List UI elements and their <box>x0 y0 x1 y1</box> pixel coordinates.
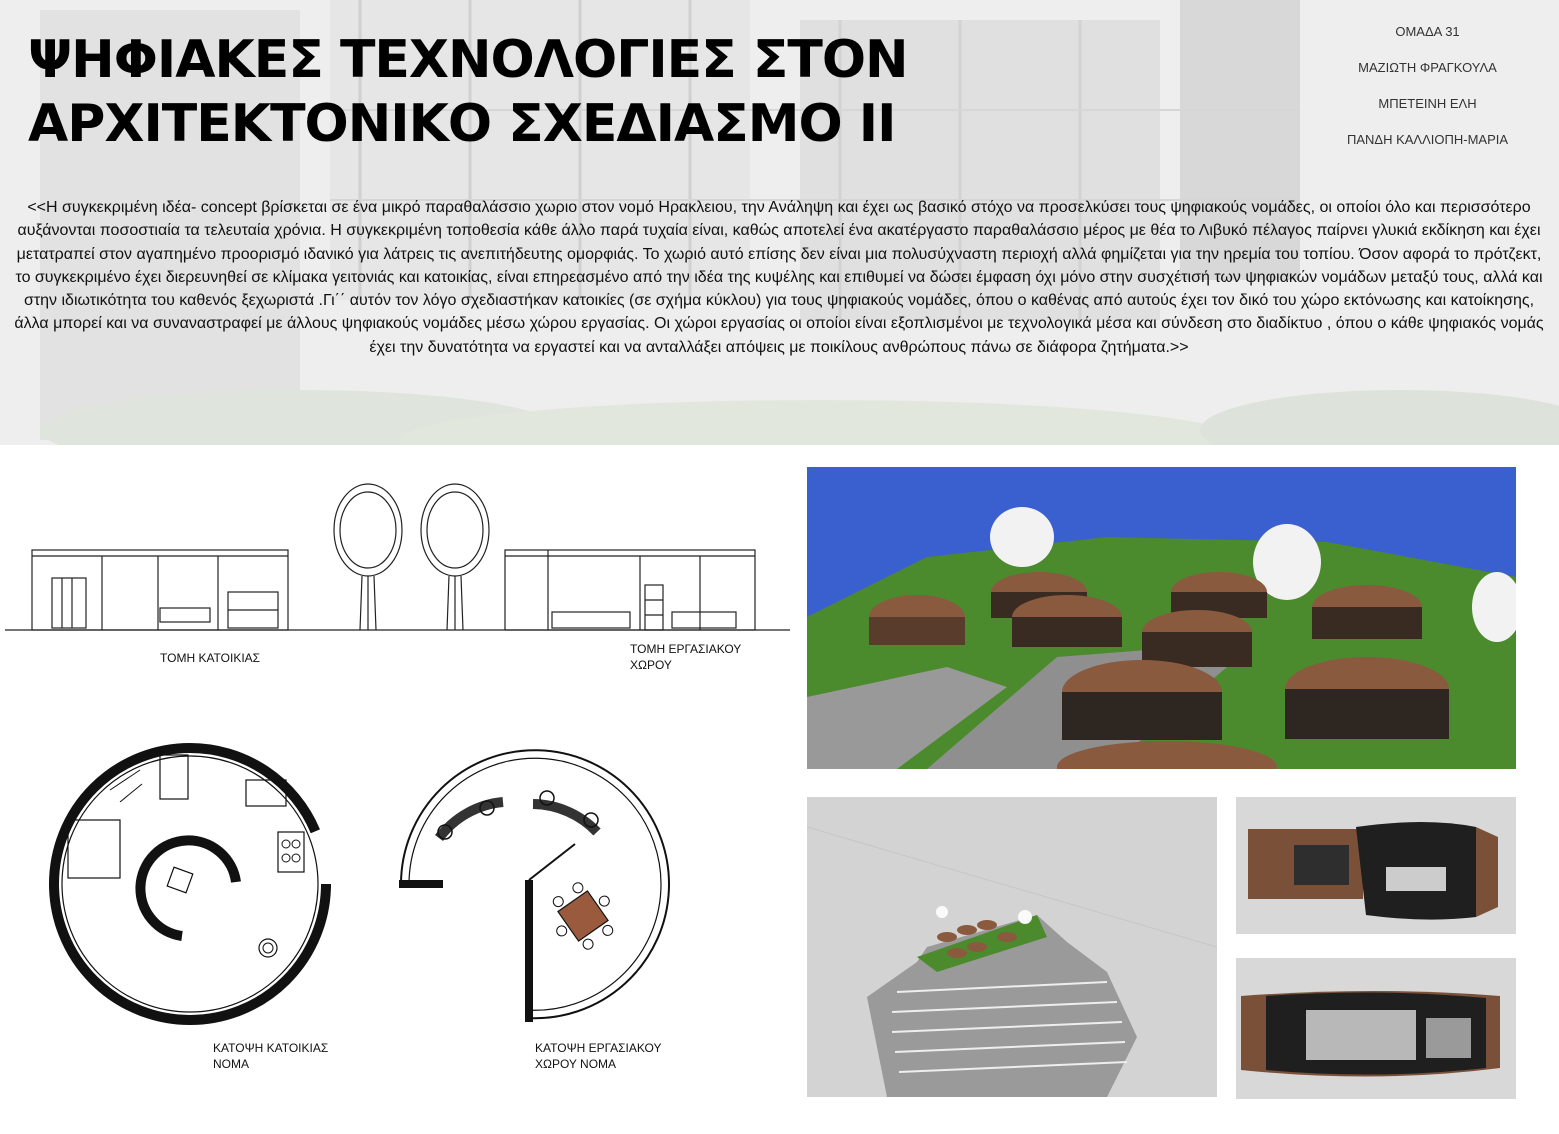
team-member: ΜΠΕΤΕΙΝΗ ΕΛΗ <box>1378 96 1477 111</box>
unit-interior-render <box>1236 958 1516 1099</box>
tree-icon <box>421 484 489 630</box>
unit-exterior-render <box>1236 797 1516 934</box>
label-plan-house: ΚΑΤΟΨΗ ΚΑΤΟΙΚΙΑΣ ΝΟΜΑ <box>213 1041 329 1071</box>
team-member: ΠΑΝΔΗ ΚΑΛΛΙΟΠΗ-ΜΑΡΙΑ <box>1346 132 1509 147</box>
group-name: ΟΜΑΔΑ 31 <box>1395 24 1460 39</box>
house-plan-wall <box>54 748 326 1020</box>
cliff-model-render <box>807 797 1217 1097</box>
label-plan-work: ΚΑΤΟΨΗ ΕΡΓΑΣΙΑΚΟΥ ΧΩΡΟΥ ΝΟΜΑ <box>535 1041 662 1071</box>
label-section-house: ΤΟΜΗ ΚΑΤΟΙΚΙΑΣ <box>160 651 261 665</box>
tree-icon <box>334 484 402 630</box>
team-info <box>1300 14 1555 158</box>
work-plan-drawing <box>385 740 685 1040</box>
meeting-table <box>540 873 626 959</box>
tree-icon <box>990 507 1054 567</box>
work-desk-right <box>533 804 597 832</box>
team-member: ΜΑΖΙΩΤΗ ΦΡΑΓΚΟΥΛΑ <box>1358 60 1497 75</box>
page-title: ΨΗΦΙΑΚΕΣ ΤΕΧΝΟΛΟΓΙΕΣ ΣΤΟΝ ΑΡΧΙΤΕΚΤΟΝΙΚΟ ΣΧΕΔΙΑΣΜΟ ΙΙ <box>28 30 908 154</box>
label-section-work: ΤΟΜΗ ΕΡΓΑΣΙΑΚΟΥ ΧΩΡΟΥ <box>630 642 742 672</box>
site-render-image <box>807 467 1516 769</box>
concept-description: <<Η συγκεκριμένη ιδέα- concept βρίσκεται σε ένα μικρό παραθαλάσσιο χωριο στον νομό Ηρακλειου, την Ανάληψη και έχει ως βασικό στόχο να προσελκύσει τους ψηφιακούς νομάδες, οι οποίοι όλο και περισσότερο αυξάνονται ποσοστιαία τα τελευταία χρόνια. Η συγκεκριμένη τοποθεσία κάθε άλλο παρά τυχαία είναι, καθώς αποτελεί ένα ακατέργαστο παραθαλάσσιο μέρος με θέα το Λιβυκό πέλαγος παίρνει γλυκιά εκδίκηση και έχει μετατραπεί στον αγαπημένο προορισμό ιδανικό για λάτρεις τις ανεπιτήδευτης ομορφιάς. Το χωριό αυτό επίσης δεν είναι μια πολυσύχναστη περιοχή αλλά φημίζεται για την ηρεμία του τοπίου. Όσον αφορά το πρότζεκτ, το συγκεκριμένο έχει διερευνηθεί σε κλίμακα γειτονιάς και κατοικίας, είναι επηρεασμένο από την ιδέα της κυψέλης και επιθυμεί να δώσει έμφαση όχι μόνο στην συσχέτισή των ψηφιακών νομάδων μεταξύ τους, αλλά και στην ιδιωτικότητα του καθενός ξεχωριστά .Γι΄΄ αυτόν τον λόγο σχεδιαστήκαν κατοικίες (σε σχήμα κύκλου) για τους ψηφιακούς νομάδες, όπου ο καθένας από αυτούς έχει τον δικό του χώρο εκτόνωσης και κατοίκησης, άλλα μπορεί και να συναναστραφεί με άλλους ψηφιακούς νομάδες μέσω χώρου εργασίας. Οι χώροι εργασίας οι οποίοι είναι εξοπλισμένοι με τεχνολογικά μέσα και σύνδεση στο διαδίκτυο , όπου ο κάθε ψηφιακός νομάς έχει την δυνατότητα να εργαστεί και να ανταλλάξει απόψεις με ποικίλους ανθρώπους πάνω σε διάφορα ζητήματα.>> <box>14 199 1544 356</box>
sections-drawing <box>0 480 800 640</box>
house-plan-drawing <box>40 740 340 1040</box>
bed-outline <box>68 820 120 878</box>
